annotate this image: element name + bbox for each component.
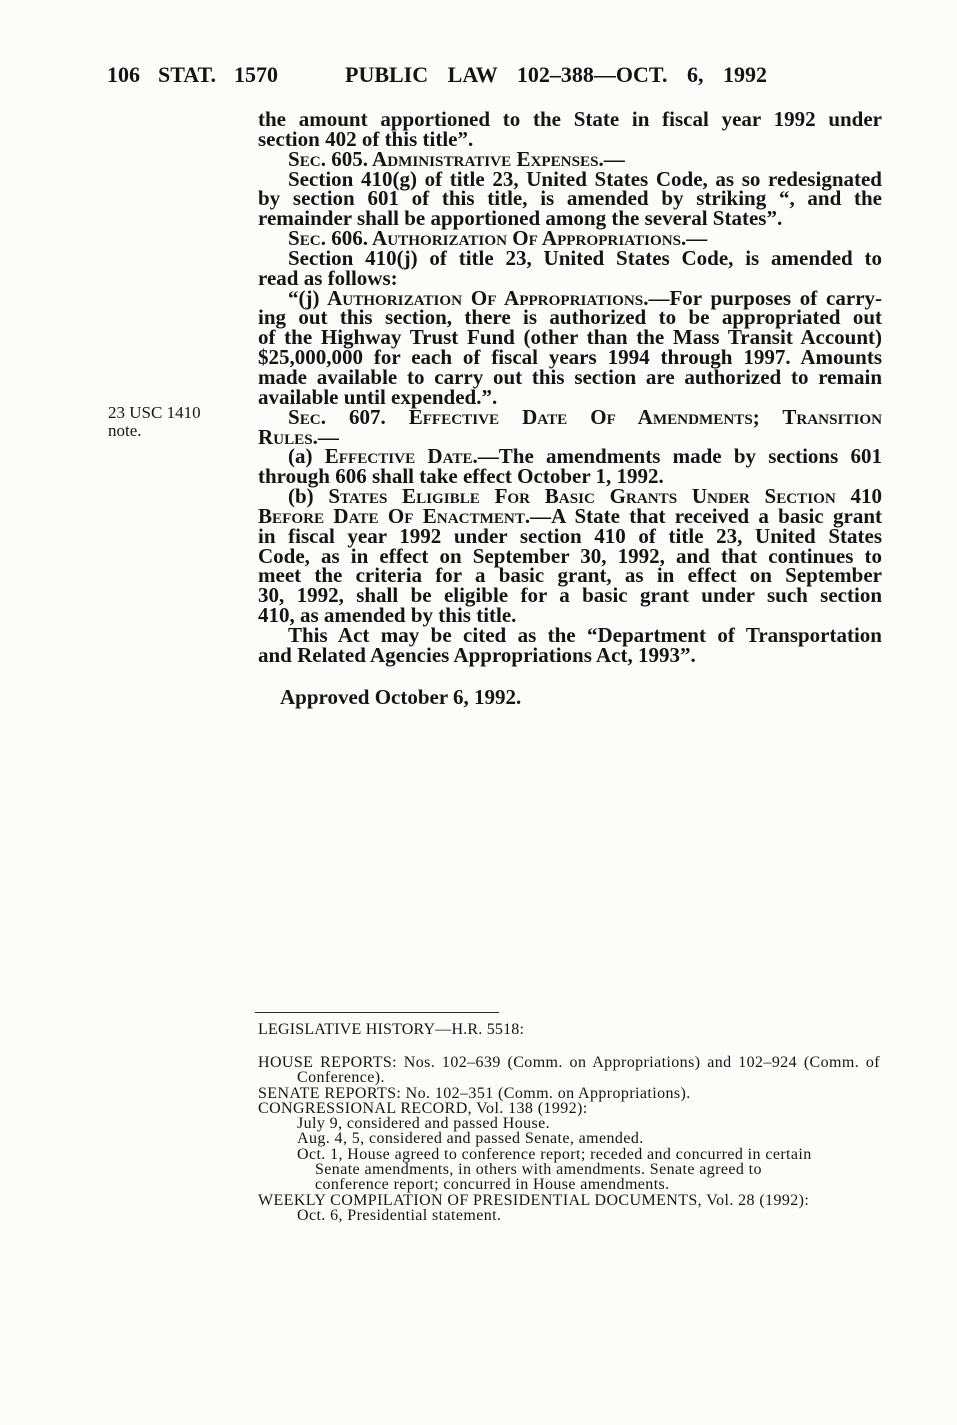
history-line: Conference). (297, 1069, 385, 1087)
section-heading: SEC. 605. ADMINISTRATIVE EXPENSES.— (288, 146, 625, 171)
history-line: Oct. 1, House agreed to conference report; receded and concurred in certain (297, 1145, 812, 1163)
subsection-text: The amendments made by sections 601 (498, 444, 882, 469)
history-line: conference report; concurred in House amendments. (315, 1176, 670, 1194)
legislative-history-title: LEGISLATIVE HISTORY—H.R. 5518: (258, 1021, 525, 1038)
quoted-prefix: “(j) (288, 285, 328, 310)
subsection-a-line: through 606 shall take effect October 1, 1992. (258, 464, 664, 489)
subsection-heading: STATES ELIGIBLE FOR BASIC GRANTS UNDER SECTION 410 (328, 484, 882, 509)
subsection-b-line: in fiscal year 1992 under section 410 of title 23, United States (258, 523, 882, 548)
history-line: WEEKLY COMPILATION OF PRESIDENTIAL DOCUMENTS, Vol. 28 (1992): (258, 1191, 810, 1209)
history-line: SENATE REPORTS: No. 102–351 (Comm. on Appropriations). (258, 1084, 691, 1102)
legislative-history (258, 1055, 880, 1223)
quoted-subsection-line: of the Highway Trust Fund (other than the Mass Transit Account) (258, 325, 882, 350)
subsection-b-line: 30, 1992, shall be eligible for a basic grant under such section (258, 583, 882, 608)
sec-606-line: read as follows: (258, 265, 398, 290)
approval-date: Approved October 6, 1992. (280, 685, 522, 709)
subsection-b-line: meet the criteria for a basic grant, as in effect on September (258, 563, 882, 588)
sec-606-line: Section 410(j) of title 23, United States Code, is amended to (288, 245, 882, 270)
section-heading: SEC. 606. AUTHORIZATION OF APPROPRIATIONS.— (288, 226, 708, 251)
short-title-line: and Related Agencies Appropriations Act, 1993”. (258, 642, 696, 667)
subsection-b-line: Code, as in effect on September 30, 1992, and that continues to (258, 543, 882, 568)
short-title-line: This Act may be cited as the “Department of Transportation (288, 622, 882, 647)
quoted-subsection-line: $25,000,000 for each of fiscal years 1994 through 1997. Amounts (258, 345, 882, 370)
sec-605-line: by section 601 of this title, is amended by striking “, and the (258, 186, 882, 211)
subsection-text: A State that received a basic grant (551, 503, 883, 528)
subsection-label: (b) (288, 484, 329, 509)
history-line: HOUSE REPORTS: Nos. 102–639 (Comm. on Appropriations) and 102–924 (Comm. of (258, 1054, 880, 1071)
page-citation: 106 STAT. 1570 (107, 62, 278, 87)
history-line: July 9, considered and passed House. (297, 1115, 551, 1133)
sec-605-line: Section 410(g) of title 23, United States Code, as so redesignated (288, 166, 882, 191)
margin-note (108, 404, 201, 440)
margin-note-label: note. (108, 421, 142, 440)
footnote-rule (255, 1012, 499, 1013)
section-heading: RULES.— (258, 424, 339, 449)
sec-605-line: remainder shall be apportioned among the several States”. (258, 206, 783, 231)
quoted-subsection-line: ing out this section, there is authorized to be appropriated out (258, 305, 882, 330)
quoted-text: For purposes of carry- (669, 285, 883, 310)
history-line: Senate amendments, in others with amendments. Senate agreed to (315, 1161, 762, 1179)
section-heading: SEC. 607. EFFECTIVE DATE OF AMENDMENTS; TRANSITION (288, 404, 882, 429)
margin-note-citation: 23 USC 1410 (108, 403, 201, 422)
subsection-heading: BEFORE DATE OF ENACTMENT.— (258, 503, 552, 528)
quoted-subsection-line: made available to carry out this section are authorized to remain (258, 364, 882, 389)
sec-607-heading (258, 404, 882, 429)
carryover-line: the amount apportioned to the State in fiscal year 1992 under (258, 107, 882, 131)
history-line: Aug. 4, 5, considered and passed Senate, amended. (297, 1130, 644, 1148)
statute-text (258, 107, 883, 667)
history-line: Oct. 6, Presidential statement. (297, 1206, 502, 1224)
running-head: PUBLIC LAW 102–388—OCT. 6, 1992 (345, 62, 767, 87)
quoted-subsection-line: available until expended.”. (258, 384, 498, 409)
subsection-b-line: 410, as amended by this title. (258, 603, 517, 628)
carryover-line: section 402 of this title”. (258, 126, 474, 151)
subsection-label: (a) (288, 444, 325, 469)
history-line: CONGRESSIONAL RECORD, Vol. 138 (1992): (258, 1099, 588, 1117)
subsection-heading: AUTHORIZATION OF APPROPRIATIONS.— (327, 285, 670, 310)
subsection-heading: EFFECTIVE DATE.— (324, 444, 499, 469)
